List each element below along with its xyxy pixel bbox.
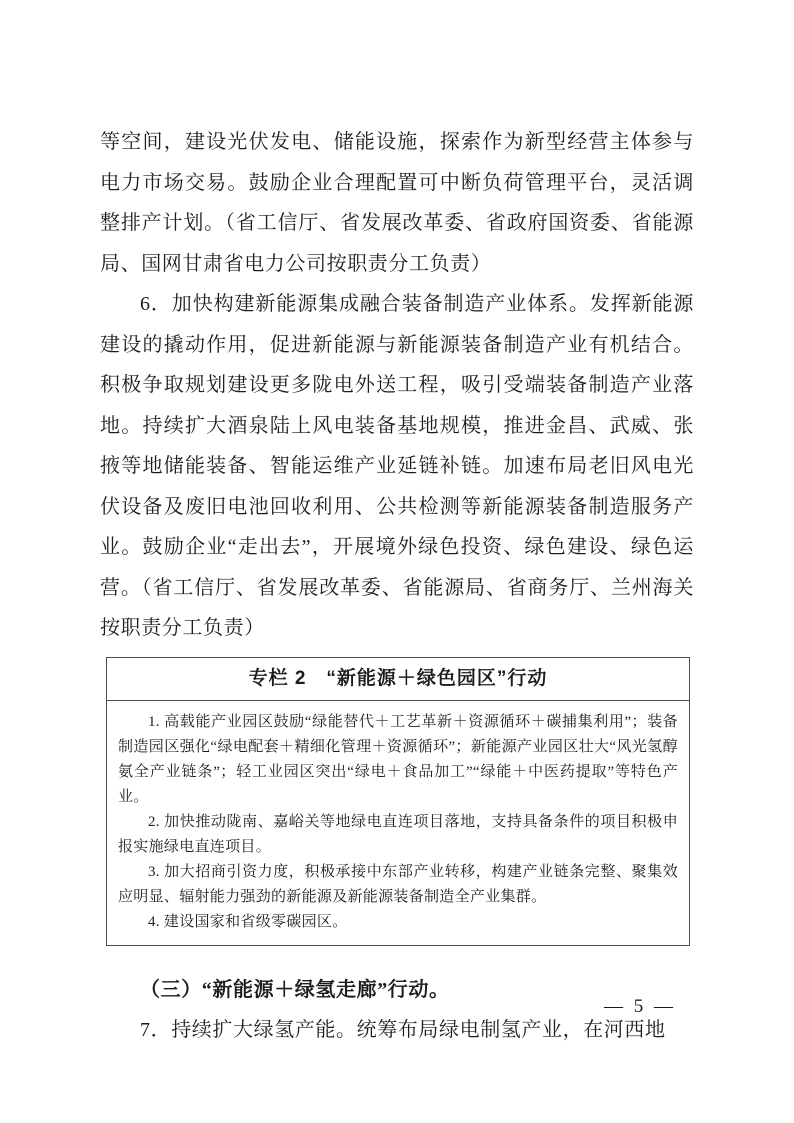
column-box-2 xyxy=(106,657,690,946)
box-item-2: 2. 加快推动陇南、嘉峪关等地绿电直连项目落地，支持具备条件的项目积极申报实施绿电直连项目。 xyxy=(118,813,678,855)
document-body xyxy=(100,122,694,1051)
box-item-3: 3. 加大招商引资力度，积极承接中东部产业转移，构建产业链条完整、聚集效应明显、辐射能力强劲的新能源及新能源装备制造全产业集群。 xyxy=(118,863,678,905)
paragraph-continuation: 等空间，建设光伏发电、储能设施，探索作为新型经营主体参与电力市场交易。鼓励企业合理配置可中断负荷管理平台，灵活调整排产计划。（省工信厅、省发展改革委、省政府国资委、省能源局、国网甘肃省电力公司按职责分工负责） xyxy=(100,131,694,275)
paragraph-item6: 6．加快构建新能源集成融合装备制造产业体系。发挥新能源建设的撬动作用，促进新能源与新能源装备制造产业有机结合。积极争取规划建设更多陇电外送工程，吸引受端装备制造产业落地。持续扩大酒泉陆上风电装备基地规模，推进金昌、武威、张掖等地储能装备、智能运维产业延链补链。加速布局老旧风电光伏设备及废旧电池回收利用、公共检测等新能源装备制造服务产业。鼓励企业“走出去”，开展境外绿色投资、绿色建设、绿色运营。（省工信厅、省发展改革委、省能源局、省商务厅、兰州海关按职责分工负责） xyxy=(100,293,694,639)
column-box-title: 专栏 2 “新能源＋绿色园区”行动 xyxy=(107,658,689,701)
box-item-4: 4. 建设国家和省级零碳园区。 xyxy=(148,913,348,930)
paragraph-item7: 7．持续扩大绿氢产能。统筹布局绿电制氢产业，在河西地 xyxy=(140,1019,666,1041)
section-heading-3: （三）“新能源＋绿氢走廊”行动。 xyxy=(140,978,450,1001)
column-box-body xyxy=(107,701,689,945)
page-number: — 5 — xyxy=(604,996,676,1017)
box-item-1: 1. 高载能产业园区鼓励“绿能替代＋工艺革新＋资源循环＋碳捕集利用”；装备制造园区强化“绿电配套＋精细化管理＋资源循环”；新能源产业园区壮大“风光氢醇氨全产业链条”；轻工业园区突出“绿电＋食品加工”“绿能＋中医药提取”等特色产业。 xyxy=(118,713,678,805)
